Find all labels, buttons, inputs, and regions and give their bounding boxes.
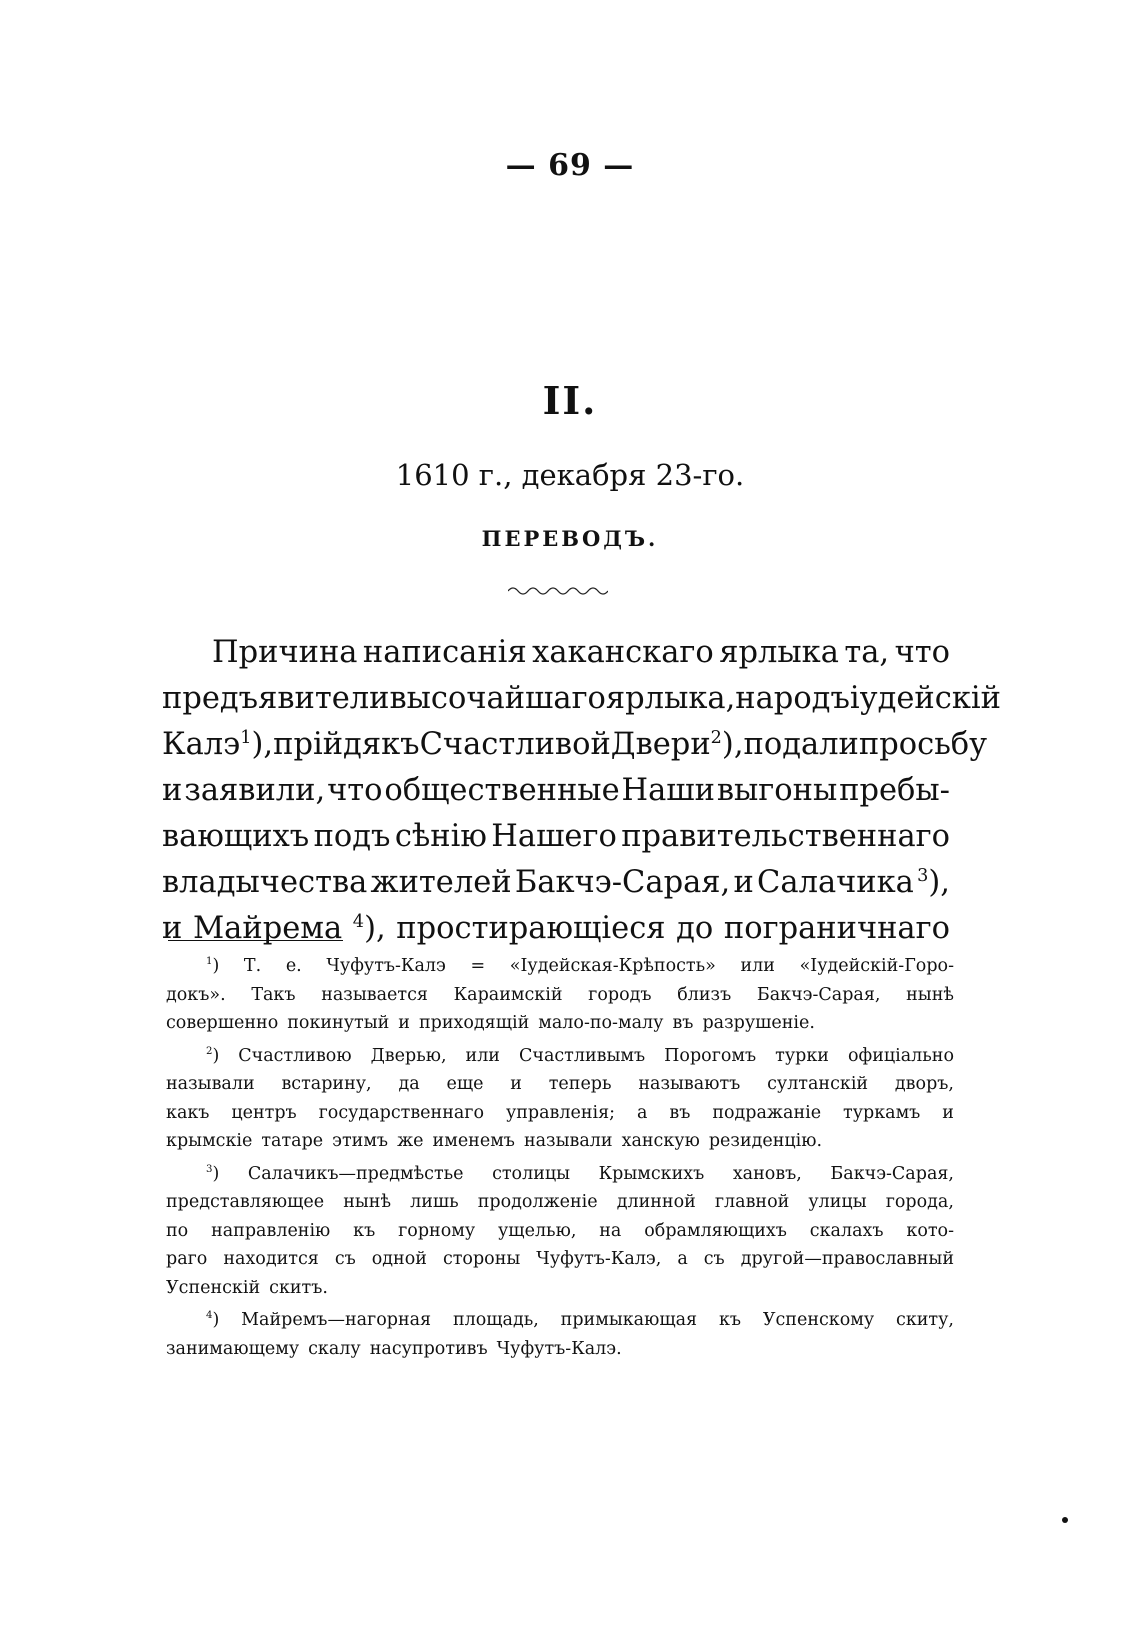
word: Двери bbox=[610, 727, 711, 762]
word: та, bbox=[844, 635, 890, 670]
word: направленію bbox=[211, 1220, 331, 1241]
word: столицы bbox=[492, 1163, 571, 1184]
word: скиту, bbox=[896, 1310, 954, 1330]
word: Бакчэ-Сарая, bbox=[830, 1163, 954, 1184]
word: совершенно bbox=[166, 1013, 279, 1033]
word: продолженіе bbox=[477, 1192, 598, 1212]
word: нынѣ bbox=[343, 1192, 392, 1212]
word: туркамъ bbox=[843, 1102, 921, 1123]
word: $^2$), bbox=[710, 727, 744, 762]
main-text-line bbox=[162, 676, 1001, 722]
word: Чуфутъ-Калэ. bbox=[496, 1338, 622, 1359]
word: главной bbox=[714, 1192, 790, 1212]
word: называется bbox=[321, 984, 428, 1005]
word: турки bbox=[775, 1045, 829, 1066]
word: ярлыка bbox=[719, 635, 839, 670]
word: резиденцію. bbox=[708, 1131, 823, 1151]
word: дворъ, bbox=[894, 1074, 954, 1094]
word: Такъ bbox=[251, 984, 296, 1005]
word: одной bbox=[371, 1249, 427, 1269]
word: $^4$) bbox=[206, 1310, 220, 1330]
word: и bbox=[162, 911, 183, 946]
word: занимающему bbox=[166, 1338, 300, 1359]
footnote-line bbox=[166, 1217, 954, 1246]
word: къ bbox=[718, 1310, 742, 1330]
word: теперь bbox=[548, 1074, 612, 1094]
word: примыкающая bbox=[560, 1310, 698, 1330]
main-text-line bbox=[162, 722, 988, 768]
word: центръ bbox=[231, 1102, 297, 1123]
word: да bbox=[398, 1074, 420, 1094]
word: называютъ bbox=[638, 1074, 741, 1094]
word: или bbox=[465, 1045, 500, 1066]
word: «Іудейская-Крѣпость» bbox=[509, 956, 716, 976]
word: жителей bbox=[370, 865, 512, 900]
word: стороны bbox=[442, 1249, 521, 1269]
word: владычества bbox=[162, 865, 368, 900]
word: Караимскій bbox=[453, 984, 563, 1005]
main-text-line bbox=[162, 768, 950, 814]
section-numeral: II. bbox=[542, 378, 598, 423]
footnote-line bbox=[166, 1160, 954, 1189]
word: а bbox=[637, 1102, 648, 1123]
word: Салачика bbox=[757, 865, 914, 900]
footnote-line bbox=[166, 1306, 954, 1335]
word: $^2$) bbox=[206, 1045, 220, 1066]
word: а bbox=[677, 1249, 688, 1269]
main-text-line bbox=[162, 814, 950, 860]
word: къ bbox=[353, 1220, 376, 1241]
word: Дверью, bbox=[370, 1045, 447, 1066]
word: Наши bbox=[621, 773, 715, 808]
word: разрушеніе. bbox=[702, 1013, 815, 1033]
word: написанія bbox=[362, 635, 527, 670]
word: управленія; bbox=[505, 1102, 616, 1123]
word: близъ bbox=[677, 984, 732, 1005]
footnote-line bbox=[166, 1274, 954, 1303]
word: народъ bbox=[735, 681, 850, 716]
footnote-3 bbox=[166, 1160, 954, 1303]
word: къ bbox=[381, 727, 420, 762]
footnote-line bbox=[166, 1127, 954, 1156]
word: насупротивъ bbox=[369, 1338, 488, 1359]
word: Бакчэ-Сарая, bbox=[756, 984, 881, 1005]
footnotes bbox=[166, 952, 954, 1363]
word: $^3$), bbox=[917, 865, 950, 900]
word: хаканскаго bbox=[532, 635, 714, 670]
word: на bbox=[599, 1220, 622, 1241]
word: и bbox=[733, 865, 754, 900]
word: города, bbox=[885, 1192, 954, 1212]
word: е. bbox=[285, 956, 302, 976]
footnote-line bbox=[166, 1188, 954, 1217]
word: раго bbox=[166, 1249, 208, 1269]
word: Майремъ—нагорная bbox=[241, 1310, 432, 1330]
word: Порогомъ bbox=[664, 1045, 757, 1066]
word: съ bbox=[334, 1249, 356, 1269]
word: этимъ bbox=[332, 1131, 389, 1151]
word: мало-по-малу bbox=[538, 1013, 664, 1033]
footnote-line bbox=[166, 1245, 954, 1274]
word: улицы bbox=[808, 1192, 867, 1212]
footnote-4 bbox=[166, 1306, 954, 1363]
word: ханскую bbox=[621, 1131, 700, 1151]
word: городъ bbox=[588, 984, 652, 1005]
word: выгоны bbox=[716, 773, 838, 808]
word: лишь bbox=[410, 1192, 459, 1212]
word: Счастливою bbox=[238, 1045, 352, 1066]
footnote-line bbox=[166, 1099, 954, 1128]
word: представляющее bbox=[166, 1192, 325, 1212]
footnote-line bbox=[166, 981, 954, 1010]
footnote-2 bbox=[166, 1042, 954, 1156]
word: какъ bbox=[166, 1102, 210, 1123]
word: Калэ bbox=[162, 727, 241, 762]
word: что bbox=[894, 635, 950, 670]
word: $^1$), bbox=[240, 727, 274, 762]
word: нынѣ bbox=[906, 984, 954, 1005]
word: заявили, bbox=[184, 773, 326, 808]
word: крымскіе bbox=[166, 1131, 253, 1151]
word: называли bbox=[166, 1074, 255, 1094]
main-text bbox=[162, 630, 1001, 952]
word: высочайшаго bbox=[389, 681, 606, 716]
word: государственнаго bbox=[318, 1102, 484, 1123]
word: ущелью, bbox=[498, 1220, 577, 1241]
word: пребы- bbox=[839, 773, 950, 808]
word: $^1$) bbox=[206, 956, 220, 976]
word: подражаніе bbox=[712, 1102, 822, 1123]
word: хановъ, bbox=[732, 1163, 802, 1184]
word: Счастливой bbox=[419, 727, 611, 762]
footnote-1 bbox=[166, 952, 954, 1038]
word: въ bbox=[672, 1013, 694, 1033]
word: простирающіеся bbox=[396, 911, 666, 946]
word: находится bbox=[223, 1249, 319, 1269]
word: и bbox=[510, 1074, 522, 1094]
word: Салачикъ—предмѣстье bbox=[247, 1163, 464, 1184]
word: султанскій bbox=[767, 1074, 869, 1094]
word: именемъ bbox=[432, 1131, 515, 1151]
word: скалу bbox=[308, 1338, 361, 1359]
word: Майрема bbox=[192, 911, 343, 946]
word: сѣнію bbox=[394, 819, 487, 854]
word: офиціально bbox=[847, 1045, 954, 1066]
word: встарину, bbox=[281, 1074, 372, 1094]
word: въ bbox=[669, 1102, 691, 1123]
word: Крымскихъ bbox=[598, 1163, 705, 1184]
word: еще bbox=[446, 1074, 484, 1094]
word: $^4$), bbox=[352, 911, 386, 946]
document-date: 1610 г., декабря 23-го. bbox=[395, 458, 745, 492]
word: Счастливымъ bbox=[518, 1045, 646, 1066]
word: горному bbox=[398, 1220, 476, 1241]
word: Причина bbox=[212, 635, 358, 670]
word: приходящій bbox=[418, 1013, 530, 1033]
word: прійдя bbox=[273, 727, 382, 762]
footnote-separator bbox=[168, 940, 343, 941]
document-subtitle: ПЕРЕВОДЪ. bbox=[481, 526, 659, 551]
word: общественные bbox=[384, 773, 620, 808]
word: скалахъ bbox=[809, 1220, 884, 1241]
word: Нашего bbox=[491, 819, 617, 854]
word: $^3$) bbox=[206, 1163, 220, 1184]
word: ярлыка, bbox=[605, 681, 736, 716]
word: кото- bbox=[906, 1220, 954, 1241]
footnote-line bbox=[166, 1009, 954, 1038]
word: Успенскій bbox=[166, 1277, 261, 1298]
word: просьбу bbox=[858, 727, 988, 762]
word: скитъ. bbox=[269, 1277, 328, 1298]
word: и bbox=[162, 773, 183, 808]
word: обрамляющихъ bbox=[644, 1220, 787, 1241]
word: татаре bbox=[261, 1131, 324, 1151]
footnote-line bbox=[166, 952, 954, 981]
word: до bbox=[676, 911, 714, 946]
word: Успенскому bbox=[762, 1310, 875, 1330]
main-text-line bbox=[162, 906, 950, 952]
word: же bbox=[397, 1131, 424, 1151]
word: = bbox=[470, 956, 486, 976]
word: подъ bbox=[313, 819, 391, 854]
footnote-line bbox=[166, 1335, 954, 1364]
main-text-line bbox=[162, 630, 950, 676]
main-text-line bbox=[162, 860, 950, 906]
word: «Іудейскій-Горо- bbox=[799, 956, 954, 976]
word: Бакчэ-Сарая, bbox=[514, 865, 731, 900]
word: правительственнаго bbox=[621, 819, 950, 854]
footnote-line bbox=[166, 1042, 954, 1071]
word: другой—православный bbox=[740, 1249, 954, 1269]
word: докъ». bbox=[166, 984, 226, 1005]
word: площадь, bbox=[452, 1310, 539, 1330]
word: подали bbox=[743, 727, 859, 762]
footnote-line bbox=[166, 1070, 954, 1099]
page-number: — 69 — bbox=[505, 148, 635, 183]
word: и bbox=[942, 1102, 954, 1123]
word: что bbox=[327, 773, 383, 808]
word: по bbox=[166, 1220, 189, 1241]
word: покинутый bbox=[287, 1013, 390, 1033]
ink-dot bbox=[1062, 1517, 1068, 1523]
word: вающихъ bbox=[162, 819, 310, 854]
word: Чуфутъ-Калэ, bbox=[536, 1249, 662, 1269]
word: Чуфутъ-Калэ bbox=[326, 956, 446, 976]
word: іудейскій bbox=[849, 681, 1001, 716]
word: и bbox=[398, 1013, 410, 1033]
word: предъявители bbox=[162, 681, 390, 716]
word: пограничнаго bbox=[723, 911, 950, 946]
word: называли bbox=[523, 1131, 613, 1151]
word: длинной bbox=[616, 1192, 696, 1212]
word: съ bbox=[703, 1249, 725, 1269]
word: Т. bbox=[243, 956, 262, 976]
ornament-divider-icon bbox=[508, 582, 608, 596]
word: или bbox=[740, 956, 775, 976]
